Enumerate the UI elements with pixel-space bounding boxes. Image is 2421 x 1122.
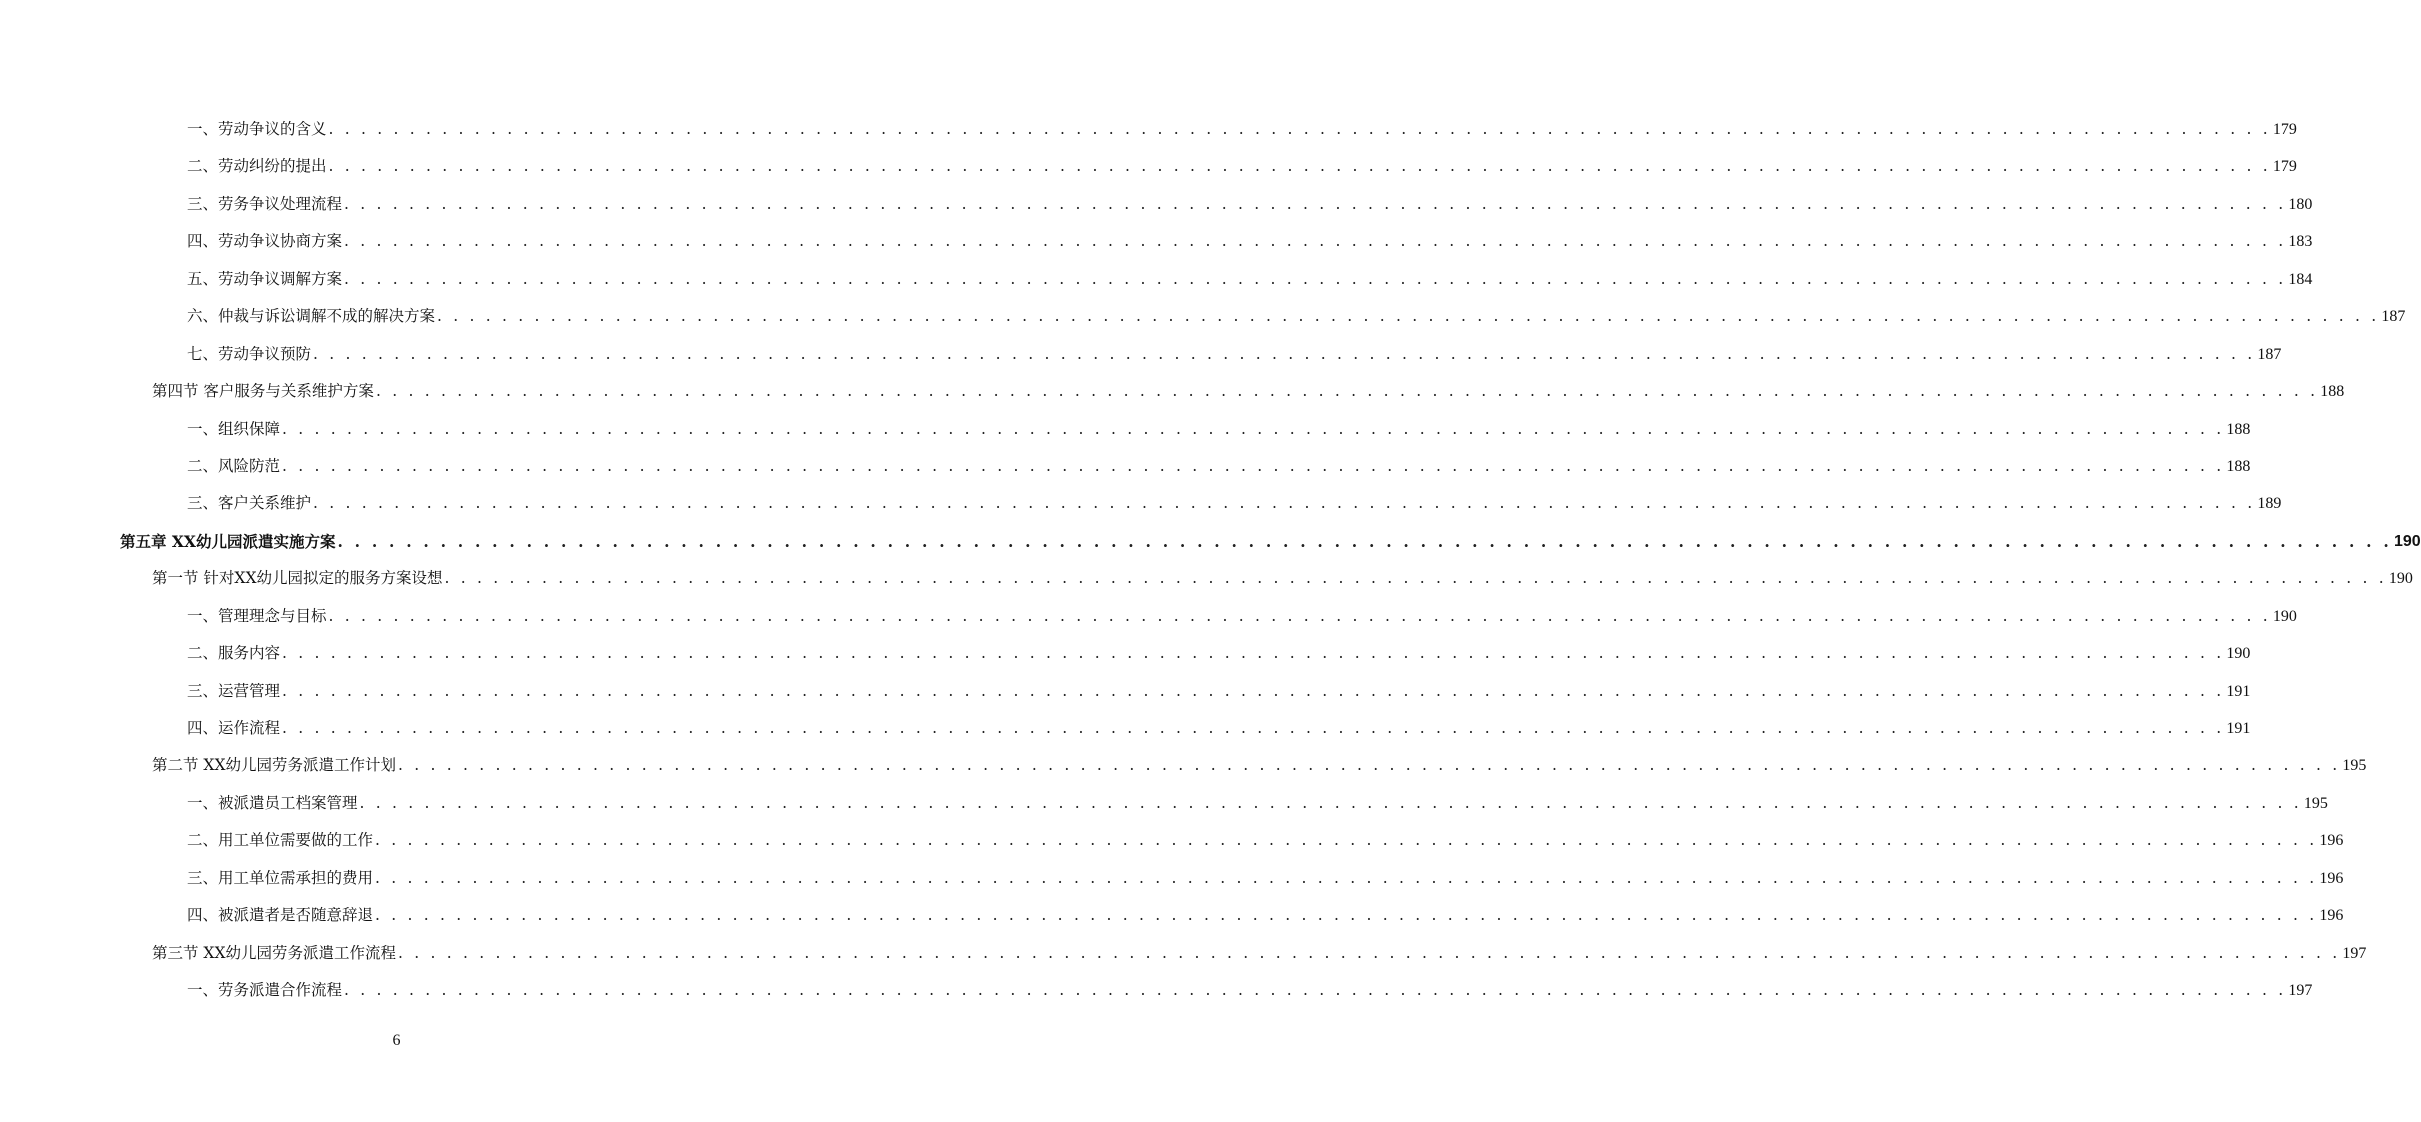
- toc-entry-page: 188: [2318, 373, 2344, 410]
- toc-entry-title: 三、用工单位需承担的费用: [187, 860, 375, 897]
- toc-entry-title: 三、运营管理: [187, 673, 282, 710]
- toc-entry-page: 188: [2224, 448, 2250, 485]
- toc-entry-page: 191: [2224, 673, 2250, 710]
- toc-leader-dots: . . . . . . . . . . . . . . . . . . . . . . . . . . . . . . . . . . . . . . . . . . . . . . . . . . . . . . . . . . . . . . . . . . . . . . . . . . . . . . . . . . . . . . . . . . . . . . . . . . . . . . . . . . . . . . . . . . . . . . . .: [328, 120, 2271, 138]
- toc-entry-title: 三、劳务争议处理流程: [187, 186, 344, 223]
- toc-item-entry[interactable]: [187, 411, 2251, 448]
- toc-item-entry[interactable]: [187, 148, 2297, 185]
- toc-leader-dots: . . . . . . . . . . . . . . . . . . . . . . . . . . . . . . . . . . . . . . . . . . . . . . . . . . . . . . . . . . . . . . . . . . . . . . . . . . . . . . . . . . . . . . . . . . . . . . . . . . . . . . . . . . . . . . . . . . . . . . . .: [444, 569, 2387, 588]
- toc-entry-title: 一、劳务派遣合作流程: [187, 972, 344, 1009]
- toc-entry-title: 二、用工单位需要做的工作: [187, 822, 375, 859]
- toc-entry-page: 188: [2224, 411, 2250, 448]
- toc-entry-page: 187: [2379, 298, 2405, 335]
- page-number: 6: [392, 1032, 401, 1049]
- toc-entry-page: 190: [2387, 560, 2413, 597]
- toc-entry-title: 二、劳动纠纷的提出: [187, 148, 329, 185]
- toc-entry-title: 一、劳动争议的含义: [187, 111, 329, 148]
- toc-entry-title: 三、客户关系维护: [187, 485, 313, 522]
- toc-item-entry[interactable]: [187, 785, 2328, 822]
- toc-entry-page: 190: [2224, 635, 2250, 672]
- toc-leader-dots: . . . . . . . . . . . . . . . . . . . . . . . . . . . . . . . . . . . . . . . . . . . . . . . . . . . . . . . . . . . . . . . . . . . . . . . . . . . . . . . . . . . . . . . . . . . . . . . . . . . . . . . . . . . . . . . . . . . . . . . .: [375, 382, 2319, 401]
- toc-entry-page: 190: [2271, 598, 2297, 635]
- toc-leader-dots: . . . . . . . . . . . . . . . . . . . . . . . . . . . . . . . . . . . . . . . . . . . . . . . . . . . . . . . . . . . . . . . . . . . . . . . . . . . . . . . . . . . . . . . . . . . . . . . . . . . . . . . . . . . . . . . . . . . . . . . .: [375, 868, 2318, 887]
- toc-entry-page: 191: [2224, 710, 2250, 747]
- toc-entry-page: 187: [2255, 336, 2281, 373]
- toc-section-entry[interactable]: [152, 935, 2367, 972]
- toc-item-entry[interactable]: [187, 972, 2313, 1009]
- toc-leader-dots: . . . . . . . . . . . . . . . . . . . . . . . . . . . . . . . . . . . . . . . . . . . . . . . . . . . . . . . . . . . . . . . . . . . . . . . . . . . . . . . . . . . . . . . . . . . . . . . . . . . . . . . . . . . . . . . . . . . . . . . .: [282, 419, 2225, 438]
- toc-section-entry[interactable]: [152, 747, 2367, 784]
- toc-leader-dots: . . . . . . . . . . . . . . . . . . . . . . . . . . . . . . . . . . . . . . . . . . . . . . . . . . . . . . . . . . . . . . . . . . . . . . . . . . . . . . . . . . . . . . . . . . . . . . . . . . . . . . . . . . . . . . . . . . . . . . . .: [437, 307, 2380, 326]
- toc-entry-title: 二、风险防范: [187, 448, 282, 485]
- toc-leader-dots: . . . . . . . . . . . . . . . . . . . . . . . . . . . . . . . . . . . . . . . . . . . . . . . . . . . . . . . . . . . . . . . . . . . . . . . . . . . . . . . . . . . . . . . . . . . . . . . . . . . . . . . . . . . . . . . . . . . . . . . .: [313, 344, 2256, 363]
- toc-entry-page: 197: [2340, 935, 2366, 972]
- toc-leader-dots: . . . . . . . . . . . . . . . . . . . . . . . . . . . . . . . . . . . . . . . . . . . . . . . . . . . . . . . . . . . . . . . . . . . . . . . . . . . . . . . . . . . . . . . . . . . . . . . . . . . . . . . . . . . . . . . . . . . . . . . .: [344, 232, 2287, 251]
- table-of-contents: [0, 111, 2421, 1010]
- toc-item-entry[interactable]: [187, 710, 2251, 747]
- toc-item-entry[interactable]: [187, 336, 2282, 373]
- toc-item-entry[interactable]: [187, 822, 2344, 859]
- toc-item-entry[interactable]: [187, 598, 2297, 635]
- toc-leader-dots: . . . . . . . . . . . . . . . . . . . . . . . . . . . . . . . . . . . . . . . . . . . . . . . . . . . . . . . . . . . . . . . . . . . . . . . . . . . . . . . . . . . . . . . . . . . . . . . . . . . . . . . . . . . . . . . . . . . . . . . .: [282, 644, 2225, 663]
- toc-leader-dots: . . . . . . . . . . . . . . . . . . . . . . . . . . . . . . . . . . . . . . . . . . . . . . . . . . . . . . . . . . . . . . . . . . . . . . . . . . . . . . . . . . . . . . . . . . . . . . . . . . . . . . . . . . . . . . . . . . . . . . . .: [328, 606, 2271, 625]
- toc-leader-dots: . . . . . . . . . . . . . . . . . . . . . . . . . . . . . . . . . . . . . . . . . . . . . . . . . . . . . . . . . . . . . . . . . . . . . . . . . . . . . . . . . . . . . . . . . . . . . . . . . . . . . . . . . . . . . . . . . . . . . . . .: [359, 793, 2302, 812]
- toc-item-entry[interactable]: [187, 635, 2251, 672]
- toc-entry-title: 第五章 XX幼儿园派遣实施方案: [120, 523, 337, 560]
- toc-entry-title: 四、被派遣者是否随意辞退: [187, 897, 375, 934]
- toc-leader-dots: . . . . . . . . . . . . . . . . . . . . . . . . . . . . . . . . . . . . . . . . . . . . . . . . . . . . . . . . . . . . . . . . . . . . . . . . . . . . . . . . . . . . . . . . . . . . . . . . . . . . . . . . . . . . . . . . . . . . . . . .: [375, 906, 2318, 925]
- toc-entry-page: 195: [2340, 747, 2366, 784]
- toc-entry-title: 第四节 客户服务与关系维护方案: [152, 373, 376, 410]
- toc-section-entry[interactable]: [152, 560, 2413, 597]
- toc-item-entry[interactable]: [187, 223, 2313, 260]
- toc-item-entry[interactable]: [187, 186, 2313, 223]
- toc-item-entry[interactable]: [187, 860, 2344, 897]
- toc-entry-title: 六、仲裁与诉讼调解不成的解决方案: [187, 298, 437, 335]
- toc-entry-title: 一、管理理念与目标: [187, 598, 329, 635]
- toc-item-entry[interactable]: [187, 448, 2251, 485]
- toc-leader-dots: . . . . . . . . . . . . . . . . . . . . . . . . . . . . . . . . . . . . . . . . . . . . . . . . . . . . . . . . . . . . . . . . . . . . . . . . . . . . . . . . . . . . . . . . . . . . . . . . . . . . . . . . . . . . . . . . . . . . . . . .: [328, 157, 2271, 176]
- toc-leader-dots: . . . . . . . . . . . . . . . . . . . . . . . . . . . . . . . . . . . . . . . . . . . . . . . . . . . . . . . . . . . . . . . . . . . . . . . . . . . . . . . . . . . . . . . . . . . . . . . . . . . . . . . . . . . . . . . . . . . . . . . .: [344, 194, 2287, 213]
- toc-leader-dots: . . . . . . . . . . . . . . . . . . . . . . . . . . . . . . . . . . . . . . . . . . . . . . . . . . . . . . . . . . . . . . . . . . . . . . . . . . . . . . . . . . . . . . . . . . . . . . . . . . . . . . . . . . . . . . . . . . . . . . . .: [344, 269, 2287, 288]
- toc-entry-page: 196: [2317, 822, 2343, 859]
- toc-entry-title: 二、服务内容: [187, 635, 282, 672]
- toc-leader-dots: . . . . . . . . . . . . . . . . . . . . . . . . . . . . . . . . . . . . . . . . . . . . . . . . . . . . . . . . . . . . . . . . . . . . . . . . . . . . . . . . . . . . . . . . . . . . . . . . . . . . . . . . . . . . . . . . . . . . . . . .: [398, 943, 2341, 962]
- toc-leader-dots: . . . . . . . . . . . . . . . . . . . . . . . . . . . . . . . . . . . . . . . . . . . . . . . . . . . . . . . . . . . . . . . . . . . . . . . . . . . . . . . . . . . . . . . . . . . . . . . . . . . . . . . . . . . . . . . . . . . . . . . .: [398, 756, 2341, 775]
- toc-item-entry[interactable]: [187, 897, 2344, 934]
- toc-entry-title: 第二节 XX幼儿园劳务派遣工作计划: [152, 747, 398, 784]
- toc-leader-dots: . . . . . . . . . . . . . . . . . . . . . . . . . . . . . . . . . . . . . . . . . . . . . . . . . . . . . . . . . . . . . . . . . . . . . . . . . . . . . . . . . . . . . . . . . . . . . . . . . . . . . . . . . . . . . . . . . . . . . . . .: [282, 681, 2225, 700]
- toc-entry-page: 183: [2286, 223, 2312, 260]
- toc-item-entry[interactable]: [187, 673, 2251, 710]
- toc-entry-title: 第三节 XX幼儿园劳务派遣工作流程: [152, 935, 398, 972]
- toc-leader-dots: . . . . . . . . . . . . . . . . . . . . . . . . . . . . . . . . . . . . . . . . . . . . . . . . . . . . . . . . . . . . . . . . . . . . . . . . . . . . . . . . . . . . . . . . . . . . . . . . . . . . . . . . . . . . . . . . . . . . . . . .: [282, 456, 2225, 475]
- toc-section-entry[interactable]: [152, 373, 2345, 410]
- toc-item-entry[interactable]: [187, 261, 2313, 298]
- toc-entry-title: 第一节 针对XX幼儿园拟定的服务方案设想: [152, 560, 445, 597]
- toc-entry-page: 195: [2302, 785, 2328, 822]
- toc-leader-dots: . . . . . . . . . . . . . . . . . . . . . . . . . . . . . . . . . . . . . . . . . . . . . . . . . . . . . . . . . . . . . . . . . . . . . . . . . . . . . . . . . . . . . . . . . . . . . . . . . . . . . . . . . . . . . . . . . . . . . . . .: [344, 981, 2287, 1000]
- toc-leader-dots: . . . . . . . . . . . . . . . . . . . . . . . . . . . . . . . . . . . . . . . . . . . . . . . . . . . . . . . . . . . . . . . . . . . . . . . . . . . . . . . . . . . . . . . . . . . . . . . . . . . . . . . . . . . . . . . . . . . . . . . .: [313, 494, 2256, 513]
- toc-item-entry[interactable]: [187, 485, 2282, 522]
- toc-leader-dots: . . . . . . . . . . . . . . . . . . . . . . . . . . . . . . . . . . . . . . . . . . . . . . . . . . . . . . . . . . . . . . . . . . . . . . . . . . . . . . . . . . . . . . . . . . . . . . . . . . . . . . . . . . . . . . . . . . . . . . . .: [375, 831, 2318, 850]
- toc-entry-page: 189: [2255, 485, 2281, 522]
- toc-entry-page: 184: [2286, 261, 2312, 298]
- toc-entry-title: 一、被派遣员工档案管理: [187, 785, 360, 822]
- toc-leader-dots: . . . . . . . . . . . . . . . . . . . . . . . . . . . . . . . . . . . . . . . . . . . . . . . . . . . . . . . . . . . . . . . . . . . . . . . . . . . . . . . . . . . . . . . . . . . . . . . . . . . . . . . . . . . . . . . . . . . . . . . .: [282, 719, 2225, 737]
- toc-entry-title: 四、劳动争议协商方案: [187, 223, 344, 260]
- toc-leader-dots: . . . . . . . . . . . . . . . . . . . . . . . . . . . . . . . . . . . . . . . . . . . . . . . . . . . . . . . . . . . . . . . . . . . . . . . . . . . . . . . . . . . . . . . . . . . . . . . . . . . . . . . . . . . . . . . . . . . . . . . .: [337, 531, 2392, 551]
- toc-entry-page: 179: [2271, 111, 2297, 148]
- toc-entry-title: 一、组织保障: [187, 411, 282, 448]
- toc-entry-page: 196: [2317, 860, 2343, 897]
- toc-entry-title: 五、劳动争议调解方案: [187, 261, 344, 298]
- toc-entry-page: 197: [2286, 972, 2312, 1009]
- toc-entry-page: 190: [2392, 523, 2421, 560]
- toc-entry-page: 180: [2286, 186, 2312, 223]
- toc-entry-title: 四、运作流程: [187, 710, 282, 747]
- toc-entry-page: 179: [2271, 148, 2297, 185]
- toc-item-entry[interactable]: [187, 111, 2297, 148]
- toc-item-entry[interactable]: [187, 298, 2406, 335]
- toc-entry-title: 七、劳动争议预防: [187, 336, 313, 373]
- toc-chapter-entry[interactable]: [120, 523, 2421, 560]
- toc-entry-page: 196: [2317, 897, 2343, 934]
